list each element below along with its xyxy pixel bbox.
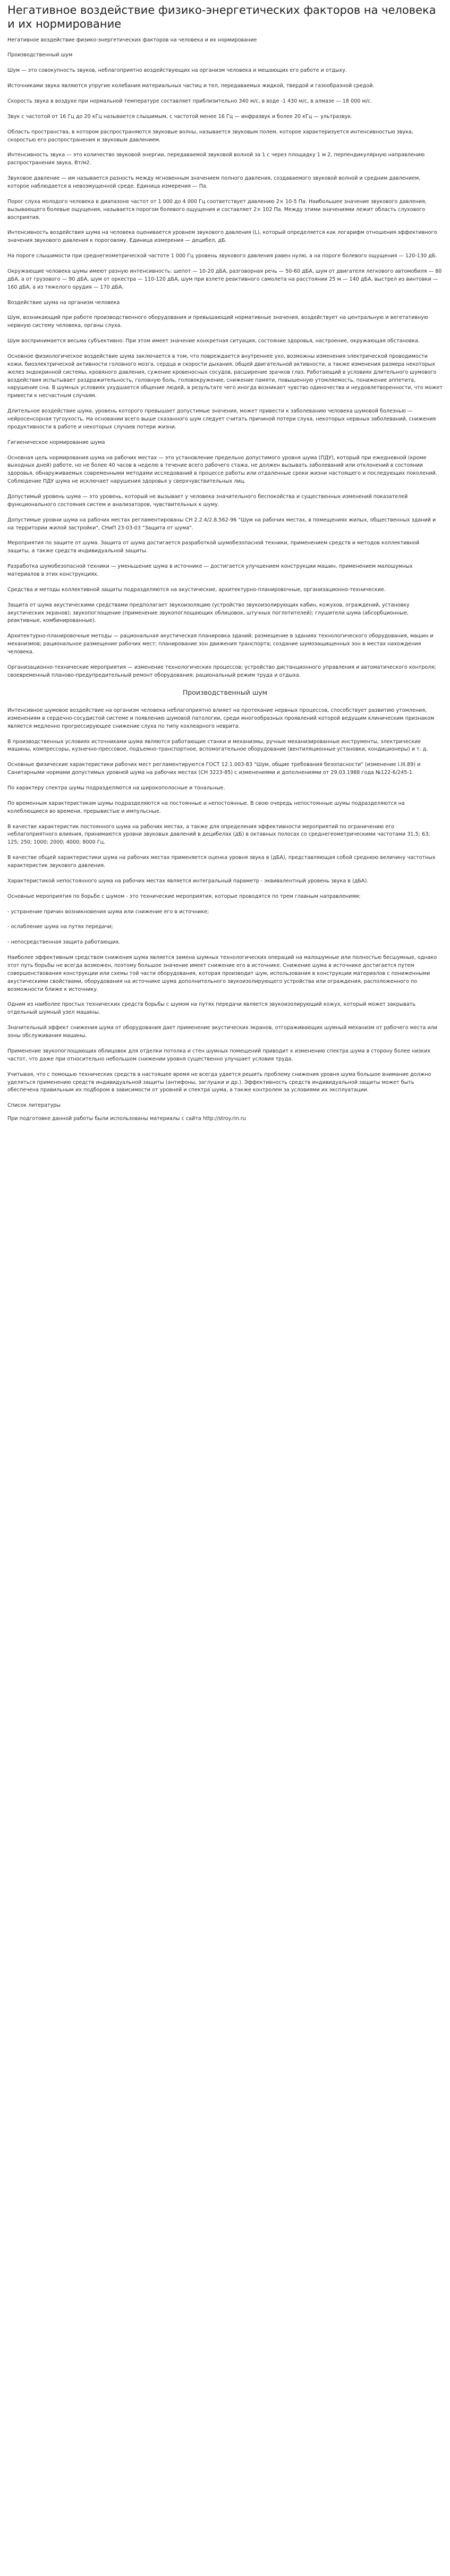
paragraph: Шум, возникающий при работе производственного оборудования и превышающий нормативные значения, воздействует на центральную и вегетативную нервную систему человека, органы слуха.	[7, 315, 429, 329]
paragraph: Основные мероприятия по борьбе с шумом - это технические мероприятия, которые проводятся по трем главным направлениям:	[7, 893, 361, 899]
section-heading: Производственный шум	[182, 688, 268, 696]
paragraph: Основная цель нормирования шума на рабочих местах — это установление предельно допустимого уровня шума (ПДУ), который при ежедневной (кроме выходных дней) работе, но не более 40 часов в неделю в течение всего рабочего стажа, не должен вызывать заболеваний или отклонений в состоянии здоровья, обнаруживаемых современными методами исследований в процессе работы или отдаленные сроки жизни настоящего и последующих поколений. Соблюдение ПДУ шума не исключает нарушения здоровья у сверхчувствительных лиц.	[7, 454, 437, 485]
list-item: - непосредственная защита работающих.	[7, 939, 121, 946]
paragraph: Скорость звука в воздухе при нормальной температуре составляет приблизительно 340 м/с, в воде -1 430 м/с, в алмазе — 18 000 м/с.	[7, 98, 372, 104]
paragraph: Одним из наиболее простых технических средств борьбы с шумом на путях передачи является звукоизолирующий кожух, который может закрывать отдельный шумный узел машины.	[7, 1001, 416, 1016]
paragraph: Порог слуха молодого человека в диапазоне частот от 1 000 до 4 000 Гц соответствует давлению 2× 10-5 Па. Наибольшее значение звукового давления, вызывающего болевые ощущения, называется порогом болевого ощущения и составляет 2× 102 Па. Между этими значениями лежит область слухового восприятия.	[7, 198, 427, 221]
paragraph: Характеристикой непостоянного шума на рабочих местах является интегральный параметр - эквивалентный уровень звука в (дБА).	[7, 878, 369, 884]
paragraph: Организационно-технические мероприятия — изменение технологических процессов; устройство дистанционного управления и автоматического контроля; своевременный планово-предупредительный ремонт оборудования; рациональный режим труда и отдыха.	[7, 664, 436, 678]
paragraph: Интенсивное шумовое воздействие на организм человека неблагоприятно влияет на протекание нервных процессов, способствует развитию утомления, изменениям в сердечно-сосудистой системе и появлению шумовой патологии, среди многообразных проявлений которой ведущим клиническим признаком является медленно прогрессирующее снижение слуха по типу кохлеарного неврита.	[7, 708, 435, 729]
paragraph: В производственных условиях источниками шума являются работающие станки и механизмы, ручные механизированные инструменты, электрические машины, компрессоры, кузнечно-прессовое, подъемно-транспортное, вспомогательное оборудование (вентиляционные установки, кондиционеры) и т. д.	[7, 738, 428, 753]
paragraph: Допустимый уровень шума — это уровень, который не вызывает у человека значительного беспокойства и существенных изменений показателей функционального состояния систем и анализаторов, чувствительных к шуму.	[7, 494, 408, 508]
paragraph: Разработка шумобезопасной техники — уменьшение шума в источнике — достигается улучшением конструкции машин, применением малошумных материалов в этих конструкциях.	[7, 563, 413, 578]
paragraph: Средства и методы коллективной защиты подразделяются на акустические, архитектурно-планировочные, организационно-технические.	[7, 586, 386, 593]
paragraph: Допустимые уровни шума на рабочих местах регламентированы СН 2.2.4/2.8.562-96 "Шум на рабочих местах, в помещениях жилых, общественных зданий и на территории жилой застройки", СНиП 23-03-03 "Защита от шума".	[7, 517, 436, 531]
paragraph: Основное физиологическое воздействие шума заключается в том, что повреждается внутреннее ухо, возможны изменения электрической проводимости кожи, биоэлектрической активности головного мозга, сердца и скорости дыхания, общей двигательной активности, а также изменения размера некоторых желез эндокринной системы, кровяного давления, сужение кровеносных сосудов, расширение зрачков глаз. Работающий в условиях длительного шумового воздействия испытывает раздражительность, головную боль, головокружение, снижение памяти, повышенную утомляемость, понижение аппетита, нарушение сна. В шумных условиях ухудшается общение людей, в результате чего иногда возникает чувство одиночества и неудовлетворенности, что может привести к несчастным случаям.	[7, 353, 443, 399]
paragraph: Интенсивность воздействия шума на человека оценивается уровнем звукового давления (L), который определяется как логарифм отношения эффективного значения звукового давления к пороговому. Единица измерения — децибел, дБ.	[7, 230, 437, 244]
paragraph: В качестве общей характеристики шума на рабочих местах применяется оценка уровня звука в (дБА), представляющая собой среднюю величину частотных характеристик звукового давления.	[7, 855, 436, 869]
paragraph: Наиболее эффективным средством снижения шума является замена шумных технологических операций на малошумные или полностью бесшумные, однако этот путь борьбы не всегда возможен, поэтому большое значение имеет снижение его в источнике. Снижение шума в источнике достигается путем совершенствования конструкции или схемы той части оборудования, которая производит шум, использования в конструкции материалов с пониженными акустическими свойствами, оборудования на источнике шума дополнительного звукоизолирующего устройства или ограждения, расположенного по возможности ближе к источнику.	[7, 955, 437, 992]
paragraph: Область пространства, в котором распространяются звуковые волны, называется звуковым полем, которое характеризуется интенсивностью звука, скоростью его распространения и звуковым давлением.	[7, 129, 413, 143]
paragraph: По временным характеристикам шумы подразделяются на постоянные и непостоянные. В свою очередь непостоянные шумы подразделяются на колеблющиеся во времени, прерывистые и импульсные.	[7, 800, 405, 814]
literature-heading: Список литературы	[7, 1102, 61, 1109]
paragraph: Основные физические характеристики рабочих мест регламентируются ГОСТ 12.1.003-83 "Шум, общие требования безопасности" (изменение I.III.89) и Санитарными нормами допустимых уровней шума на рабочих местах (СН 3223-85) с изменениями и дополнениями от 29.03.1988 года №122-6/245-1.	[7, 762, 421, 776]
paragraph: Защита от шума акустическими средствами предполагает звукоизоляцию (устройство звукоизолирующих кабин, кожухов, ограждений, установку акустических экранов); звукопоглощение (применение звукопоглощающих облицовок, штучных поглотителей); глушители шума (абсорбционные, реактивные, комбинированные).	[7, 602, 410, 624]
paragraph: Длительное воздействие шума, уровень которого превышает допустимые значения, может привести к заболеванию человека шумовой болезнью — нейросенсорная тугоухость. На основании всего выше сказанного шум следует считать причиной потери слуха, некоторых нервных заболеваний, снижения продуктивности в работе и некоторых случаев потери жизни.	[7, 408, 436, 430]
paragraph: Источниками звука являются упругие колебания материальных частиц и тел, передаваемых жидкой, твердой и газообразной средой.	[7, 83, 375, 89]
paragraph: Звук с частотой от 16 Гц до 20 кГц называется слышимым, с частотой менее 16 Гц — инфразвук и более 20 кГц — ультразвук.	[7, 113, 353, 120]
paragraph: Гигиеническое нормирование шума	[7, 439, 105, 445]
paragraph: Значительный эффект снижения шума от оборудования дает применение акустических экранов, отгораживающих шумный механизм от рабочего места или зоны обслуживания машины.	[7, 1025, 438, 1039]
paragraph: Интенсивность звука — это количество звуковой энергии, передаваемой звуковой волной за 1 с через площадку 1 м 2, перпендикулярную направлению распространения звука, Вт/м2.	[7, 152, 425, 166]
body-section	[7, 707, 443, 1095]
intro-section	[7, 37, 443, 680]
paragraph: Применение звукопоглощающих облицовок для отделки потолка и стен шумных помещений приводит к изменению спектра шума в сторону более низких частот, что даже при относительно небольшом снижении уровня существенно улучшает условия труда.	[7, 1048, 431, 1062]
paragraph: В качестве характеристик постоянного шума на рабочих местах, а также для определения эффективности мероприятий по ограничению его неблагоприятного влияния, принимаются уровни звуковых давлений в децибелах (дБ) в октавных полосах со среднегеометрическими частотами 31,5; 63; 125; 250; 1000; 2000; 4000; 8000 Гц.	[7, 823, 430, 846]
article	[0, 0, 450, 1141]
paragraph: Шум — это совокупность звуков, неблагоприятно воздействующих на организм человека и мешающих его работе и отдыху.	[7, 68, 347, 74]
paragraph: Воздействие шума на организм человека	[7, 299, 120, 306]
page-title: Негативное воздействие физико-энергетических факторов на человека и их нормирование	[7, 4, 436, 31]
source-note: При подготовке данной работы были использованы материалы с сайта http://stroy.rin.ru	[7, 1116, 246, 1122]
list-item: - устранение причин возникновения шума или снижение его в источнике;	[7, 908, 209, 915]
paragraph: Окружающие человека шумы имеют разную интенсивность: шепот — 10-20 дБА, разговорная речь — 50-60 дБА, шум от двигателя легкового автомобиля — 80 дБА, а от грузового — 90 дБА, шум от оркестра — 110-120 дБА, шум при взлете реактивного самолета на расстоянии 25 м — 140 дБА, выстрел из винтовки — 160 дБА, а из тяжелого орудия — 170 дБА.	[7, 268, 442, 290]
paragraph: Мероприятия по защите от шума. Защита от шума достигается разработкой шумобезопасной техники, применением средств и методов коллективной защиты, а также средств индивидуальной защиты.	[7, 540, 420, 554]
paragraph: Учитывая, что с помощью технических средств в настоящее время не всегда удается решить проблему снижения уровня шума большое внимание должно уделяться применению средств индивидуальной защиты (антифоны, заглушки и др.). Эффективность средств индивидуальной защиты может быть обеспечена правильным их подбором в зависимости от уровней и спектра шума, а также контролем за условиями их эксплуатации.	[7, 1071, 431, 1093]
paragraph: Шум воспринимается весьма субъективно. При этом имеет значение конкретная ситуация, состояние здоровья, настроение, окружающая обстановка.	[7, 338, 420, 344]
list-item: - ослабление шума на путях передачи;	[7, 924, 113, 930]
paragraph: По характеру спектра шумы подразделяются на широкополосные и тональные.	[7, 785, 225, 792]
paragraph: Негативное воздействие физико-энергетических факторов на человека и их нормирование	[7, 37, 257, 43]
paragraph: Звуковое давление — им называется разность между мгновенным значением полного давления, создаваемого звуковой волной и средним давлением, которое наблюдается в невозмущенной среде. Единица измерения — Па.	[7, 175, 421, 189]
paragraph: На пороге слышимости при среднегеометрической частоте 1 000 Гц уровень звукового давления равен нулю, а на пороге болевого ощущения — 120-130 дБ.	[7, 253, 437, 259]
paragraph: Архитектурно-планировочные методы — рациональная акустическая планировка зданий; размещение в зданиях технологического оборудования, машин и механизмов; рациональное размещение рабочих мест; планирование зон движения транспорта; создание шумозащищенных зон в местах нахождения человека.	[7, 633, 434, 655]
paragraph: Производственный шум	[7, 52, 73, 58]
